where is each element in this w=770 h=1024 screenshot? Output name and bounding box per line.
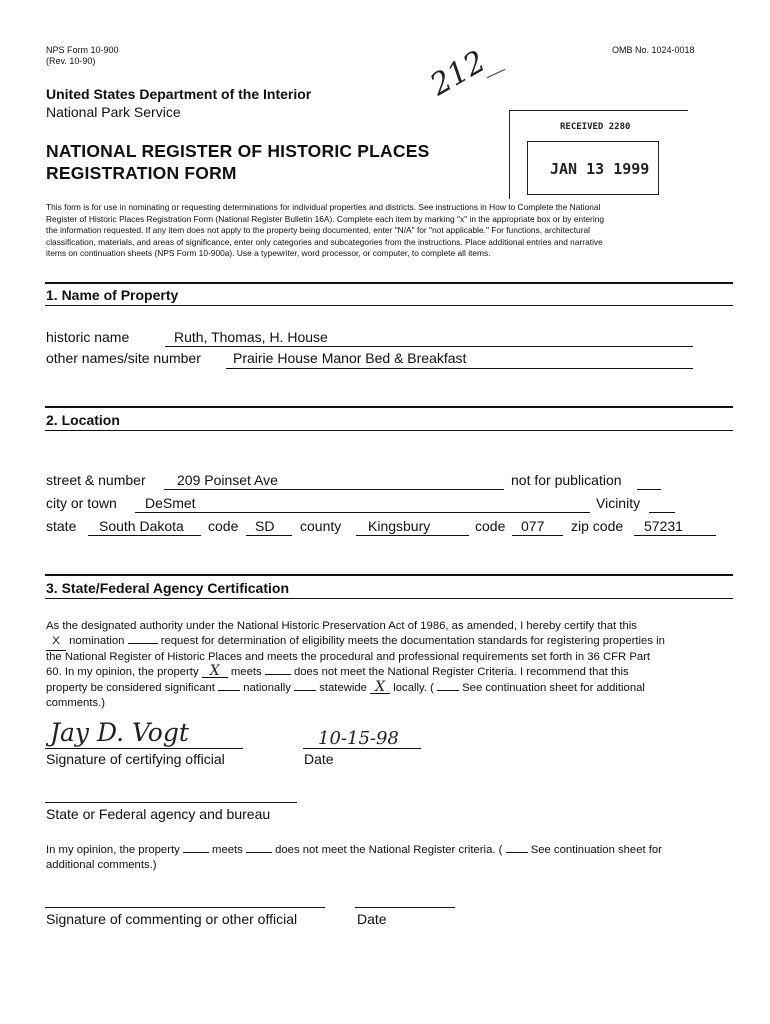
continuation-checkbox[interactable] — [437, 690, 459, 691]
form-title-line2: REGISTRATION FORM — [46, 163, 237, 183]
county-code-label: code — [475, 518, 506, 534]
form-number: NPS Form 10-900 — [46, 45, 119, 55]
zip-line — [634, 535, 716, 536]
instructions-line: This form is for use in nominating or requesting determinations for individual properties and districts. See instructions in How to Complete the National — [46, 202, 601, 212]
instructions-text — [46, 202, 736, 260]
county-value[interactable]: Kingsbury — [368, 518, 431, 534]
signature-label: Signature of certifying official — [46, 751, 225, 767]
omb-number: OMB No. 1024-0018 — [612, 45, 695, 55]
instructions-line: classification, materials, and areas of significance, enter only categories and subcategories from the instructions. Place additional entries and narrative — [46, 236, 603, 247]
does-not-meet-text: does not meet the National Register Criteria. I recommend that this — [293, 666, 629, 678]
section3-top-rule — [45, 574, 733, 576]
commenting-does-not-meet-text: does not meet the National Register criteria. ( — [275, 844, 503, 856]
form-title — [46, 140, 429, 184]
determination-text: request for determination of eligibility meets the documentation standards for registering properties in — [160, 635, 665, 647]
meets-label: meets — [230, 666, 262, 678]
section2-top-rule — [45, 406, 733, 408]
state-value[interactable]: South Dakota — [99, 518, 184, 534]
not-for-publication-label: not for publication — [511, 472, 622, 488]
county-code-value[interactable]: 077 — [521, 518, 545, 534]
commenting-signature-label: Signature of commenting or other official — [46, 911, 298, 927]
instructions-line: Register of Historic Places Registration Form (National Register Bulletin 16A). Complete each item by marking "x" in the appropriate box or by entering — [46, 213, 605, 224]
county-label: county — [300, 518, 342, 534]
form-title-line1: NATIONAL REGISTER OF HISTORIC PLACES — [46, 141, 430, 161]
certification-line — [46, 665, 629, 681]
commenting-continuation-text: See continuation sheet for — [530, 844, 662, 856]
historic-name-label: historic name — [46, 329, 130, 345]
state-label: state — [46, 518, 77, 534]
commenting-does-not-meet-checkbox[interactable] — [246, 852, 272, 853]
received-stamp-date: JAN 13 1999 — [550, 160, 650, 178]
department-name: United States Department of the Interior — [46, 86, 312, 102]
statewide-label: statewide — [319, 682, 367, 694]
commenting-opinion-lead: In my opinion, the property — [46, 844, 180, 856]
commenting-date-label: Date — [357, 911, 387, 927]
instructions-line: the information requested. If any item does not apply to the property being documented, enter "N/A" for "not applicable." For functions, architectural — [46, 225, 591, 236]
zip-value[interactable]: 57231 — [644, 518, 683, 534]
not-for-publication-line[interactable] — [637, 489, 661, 490]
determination-checkbox[interactable] — [128, 643, 158, 644]
section3-bottom-rule — [45, 598, 733, 599]
certification-line — [46, 681, 645, 697]
meets-checkbox[interactable]: X — [202, 665, 228, 678]
agency-line[interactable] — [45, 802, 297, 803]
commenting-meets-checkbox[interactable] — [183, 852, 209, 853]
locally-checkbox[interactable]: X — [370, 681, 390, 694]
street-value[interactable]: 209 Poinset Ave — [177, 472, 278, 488]
other-names-label: other names/site number — [46, 350, 201, 366]
handwritten-signature: Jay D. Vogt — [50, 718, 189, 747]
county-code-line — [512, 535, 563, 536]
signature-date-line[interactable] — [303, 748, 421, 749]
street-label: street & number — [46, 472, 146, 488]
locally-label: locally. ( — [393, 682, 434, 694]
city-label: city or town — [46, 495, 117, 511]
section2-title: 2. Location — [46, 412, 120, 428]
historic-name-line — [165, 346, 693, 347]
state-code-line — [246, 535, 292, 536]
section1-top-rule — [45, 282, 733, 284]
nomination-label: nomination — [69, 635, 125, 647]
nomination-checkbox[interactable]: X — [46, 634, 66, 651]
section2-bottom-rule — [45, 430, 733, 431]
significance-lead: property be considered significant — [46, 682, 215, 694]
historic-name-value[interactable]: Ruth, Thomas, H. House — [174, 329, 328, 345]
commenting-signature-line[interactable] — [45, 907, 325, 908]
certification-line — [46, 634, 665, 651]
vicinity-label: Vicinity — [596, 495, 641, 511]
vicinity-line[interactable] — [649, 512, 675, 513]
section3-title: 3. State/Federal Agency Certification — [46, 580, 289, 596]
state-code-label: code — [208, 518, 239, 534]
city-line — [135, 512, 590, 513]
commenting-opinion-line2: additional comments.) — [46, 859, 157, 871]
statewide-checkbox[interactable] — [294, 690, 316, 691]
street-line — [164, 489, 504, 490]
opinion-lead: 60. In my opinion, the property — [46, 666, 199, 678]
agency-name: National Park Service — [46, 104, 181, 120]
nationally-label: nationally — [243, 682, 291, 694]
city-value[interactable]: DeSmet — [145, 495, 196, 511]
handwritten-number: 212 — [424, 44, 492, 103]
state-line — [88, 535, 201, 536]
commenting-opinion-line — [46, 843, 662, 859]
instructions-line: items on continuation sheets (NPS Form 10-900a). Use a typewriter, word processor, or computer, to complete all items. — [46, 248, 491, 259]
continuation-text: See continuation sheet for additional — [462, 682, 645, 694]
commenting-meets-label: meets — [212, 844, 243, 856]
certification-line: the National Register of Historic Places and meets the procedural and professional requirements set forth in 36 CFR Part — [46, 651, 651, 663]
handwritten-date: 10-15-98 — [318, 728, 399, 749]
section1-bottom-rule — [45, 305, 733, 306]
section1-title: 1. Name of Property — [46, 287, 179, 303]
signature-date-label: Date — [304, 751, 334, 767]
state-code-value[interactable]: SD — [255, 518, 275, 534]
other-names-value[interactable]: Prairie House Manor Bed & Breakfast — [233, 350, 467, 366]
county-line — [356, 535, 469, 536]
commenting-continuation-checkbox[interactable] — [506, 852, 528, 853]
certification-line: As the designated authority under the National Historic Preservation Act of 1986, as amended, I hereby certify that this — [46, 620, 637, 632]
form-revision: (Rev. 10-90) — [46, 56, 96, 66]
received-stamp-label: RECEIVED 2280 — [560, 122, 631, 132]
zip-label: zip code — [571, 518, 624, 534]
nationally-checkbox[interactable] — [218, 690, 240, 691]
agency-bureau-label: State or Federal agency and bureau — [46, 806, 271, 822]
certification-line: comments.) — [46, 697, 106, 709]
does-not-meet-checkbox[interactable] — [265, 674, 291, 675]
other-names-line — [226, 368, 693, 369]
commenting-date-line[interactable] — [355, 907, 455, 908]
signature-line[interactable] — [45, 748, 243, 749]
